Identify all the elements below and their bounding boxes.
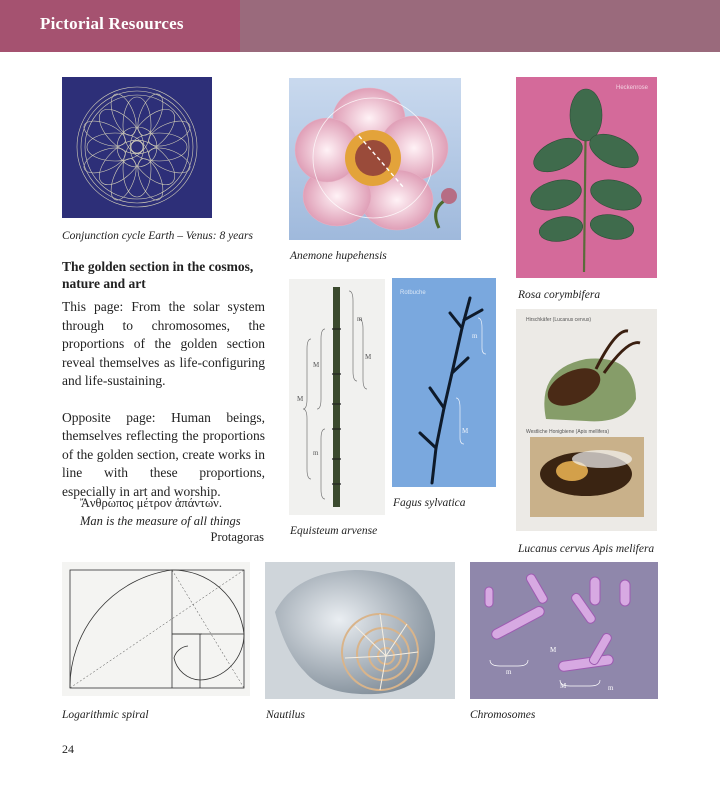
equisetum-label-M-1: M — [297, 395, 304, 403]
anemone-image — [289, 78, 461, 240]
equisetum-image — [289, 279, 385, 515]
caption-equisetum: Equisteum arvense — [290, 525, 378, 537]
chromosome-label-M-2: M — [560, 682, 567, 690]
section-heading: The golden section in the cosmos, nature and art — [62, 259, 254, 291]
fagus-image — [392, 278, 496, 487]
equisetum-label-M-2: M — [313, 361, 320, 369]
chromosome-label-M-1: M — [550, 646, 557, 654]
page-number: 24 — [62, 742, 74, 756]
fagus-label-m: m — [472, 332, 478, 340]
lucanus-top-label: Hirschkäfer (Lucanus cervus) — [526, 317, 592, 323]
caption-conjunction: Conjunction cycle Earth – Venus: 8 years — [62, 230, 253, 242]
header-bar-right — [240, 0, 720, 52]
caption-nautilus: Nautilus — [266, 709, 305, 721]
chromosomes-image — [470, 562, 658, 699]
quote-greek: Ἄνθρωπος μέτρον ἁπάντων. — [80, 496, 222, 510]
chromosome-label-m-2: m — [608, 684, 614, 692]
caption-rosa: Rosa corymbifera — [518, 289, 601, 301]
caption-fagus: Fagus sylvatica — [393, 497, 466, 509]
chromosome-label-m-1: m — [506, 668, 512, 676]
caption-lucanus: Lucanus cervus Apis melifera — [518, 543, 655, 555]
section-title: Pictorial Resources — [40, 14, 184, 33]
fagus-tag-label: Rotbuche — [400, 290, 426, 296]
caption-spiral: Logarithmic spiral — [62, 709, 149, 721]
lucanus-apis-image — [516, 309, 657, 531]
body-text — [62, 298, 265, 519]
equisetum-label-m-1: m — [357, 315, 363, 323]
conjunction-cycle-image — [62, 77, 212, 218]
quote-author: Protagoras — [210, 530, 264, 544]
equisetum-label-m-2: m — [313, 449, 319, 457]
caption-chromosomes: Chromosomes — [470, 709, 536, 721]
quote-english: Man is the measure of all things — [80, 514, 241, 528]
lucanus-bottom-label: Westliche Honigbiene (Apis mellifera) — [526, 429, 609, 435]
equisetum-label-M-3: M — [365, 353, 372, 361]
nautilus-image — [265, 562, 455, 699]
paragraph-opposite-page: Opposite page: Human beings, themselves reflecting the proportions of the golden section, create works in line with these proportions, especially in art and worship. — [62, 409, 265, 499]
logarithmic-spiral-image — [62, 562, 250, 696]
caption-anemone: Anemone hupehensis — [290, 250, 387, 262]
paragraph-this-page: This page: From the solar system through to chromosomes, the proportions of the golden section reveal themselves as life-configuring and life-sustaining. — [62, 299, 265, 388]
rosa-tag-label: Heckenrose — [616, 85, 649, 91]
fagus-label-M: M — [462, 427, 469, 435]
rosa-image — [516, 77, 657, 278]
